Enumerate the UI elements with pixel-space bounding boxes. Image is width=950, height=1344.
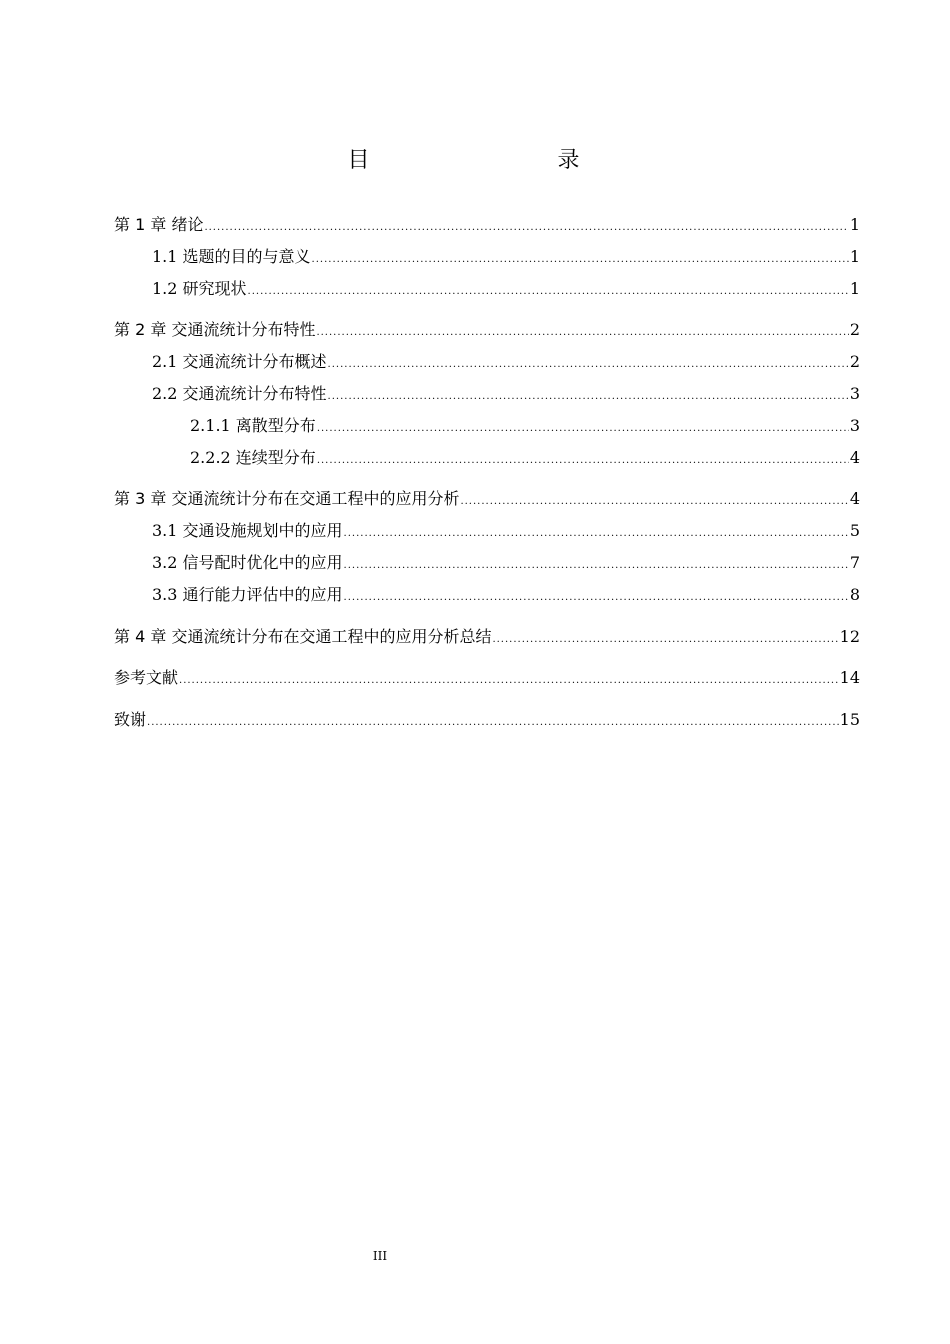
toc-entry-3-1[interactable] — [152, 520, 860, 542]
dot-leader — [328, 386, 849, 408]
toc-entry-label: 2.2 交通流统计分布特性 — [152, 384, 327, 403]
toc-entry-page: 3 — [849, 384, 860, 403]
toc-entry-label: 致谢 — [114, 710, 147, 729]
dot-leader — [344, 555, 849, 577]
toc-entry-page: 15 — [839, 710, 860, 729]
toc-entry-chapter-4[interactable] — [114, 626, 860, 648]
toc-entry-label: 第 1 章 绪论 — [114, 215, 204, 234]
toc-entry-2-2-2[interactable] — [190, 447, 860, 469]
dot-leader — [147, 712, 839, 734]
toc-entry-page: 2 — [849, 352, 860, 371]
toc-entry-page: 2 — [849, 320, 860, 339]
toc-entry-2-1[interactable] — [152, 351, 860, 373]
toc-entry-page: 4 — [849, 448, 860, 467]
toc-entry-label: 3.1 交通设施规划中的应用 — [152, 521, 343, 540]
dot-leader — [317, 450, 849, 472]
toc-entry-page: 4 — [849, 489, 860, 508]
dot-leader — [492, 629, 838, 651]
toc-entry-label: 1.2 研究现状 — [152, 279, 247, 298]
toc-entry-acknowledgements[interactable] — [114, 709, 860, 731]
dot-leader — [312, 249, 849, 271]
toc-entry-chapter-1[interactable] — [114, 214, 860, 236]
toc-entry-3-2[interactable] — [152, 552, 860, 574]
toc-entry-chapter-2[interactable] — [114, 319, 860, 341]
toc-entry-1-2[interactable] — [152, 278, 860, 300]
toc-entry-label: 2.2.2 连续型分布 — [190, 448, 316, 467]
dot-leader — [328, 354, 849, 376]
toc-entry-chapter-3[interactable] — [114, 488, 860, 510]
toc-entry-1-1[interactable] — [152, 246, 860, 268]
toc-entry-label: 第 4 章 交通流统计分布在交通工程中的应用分析总结 — [114, 627, 492, 646]
toc-entry-label: 2.1.1 离散型分布 — [190, 416, 316, 435]
dot-leader — [460, 491, 848, 513]
toc-entry-label: 1.1 选题的目的与意义 — [152, 247, 311, 266]
toc-entry-page: 7 — [849, 553, 860, 572]
toc-entry-2-2[interactable] — [152, 383, 860, 405]
toc-entry-label: 2.1 交通流统计分布概述 — [152, 352, 327, 371]
toc-entry-label: 第 2 章 交通流统计分布特性 — [114, 320, 316, 339]
toc-entry-references[interactable] — [114, 667, 860, 689]
toc-entry-page: 1 — [849, 247, 860, 266]
toc-entry-label: 3.2 信号配时优化中的应用 — [152, 553, 343, 572]
toc-entry-page: 1 — [849, 279, 860, 298]
toc-entry-3-3[interactable] — [152, 584, 860, 606]
dot-leader — [204, 217, 848, 239]
toc-title: 目 录 — [347, 148, 628, 173]
toc-entry-label: 参考文献 — [114, 668, 179, 687]
page-number: III — [372, 1249, 388, 1263]
dot-leader — [179, 670, 839, 692]
toc-entry-page: 12 — [839, 627, 860, 646]
toc-entry-page: 3 — [849, 416, 860, 435]
dot-leader — [316, 322, 848, 344]
dot-leader — [248, 281, 849, 303]
dot-leader — [317, 418, 849, 440]
toc-entry-page: 5 — [849, 521, 860, 540]
dot-leader — [344, 587, 849, 609]
toc-entry-page: 1 — [849, 215, 860, 234]
toc-entry-label: 第 3 章 交通流统计分布在交通工程中的应用分析 — [114, 489, 460, 508]
toc-entry-label: 3.3 通行能力评估中的应用 — [152, 585, 343, 604]
toc-entry-page: 14 — [839, 668, 860, 687]
toc-entry-2-1-1[interactable] — [190, 415, 860, 437]
dot-leader — [344, 523, 849, 545]
toc-entry-page: 8 — [849, 585, 860, 604]
